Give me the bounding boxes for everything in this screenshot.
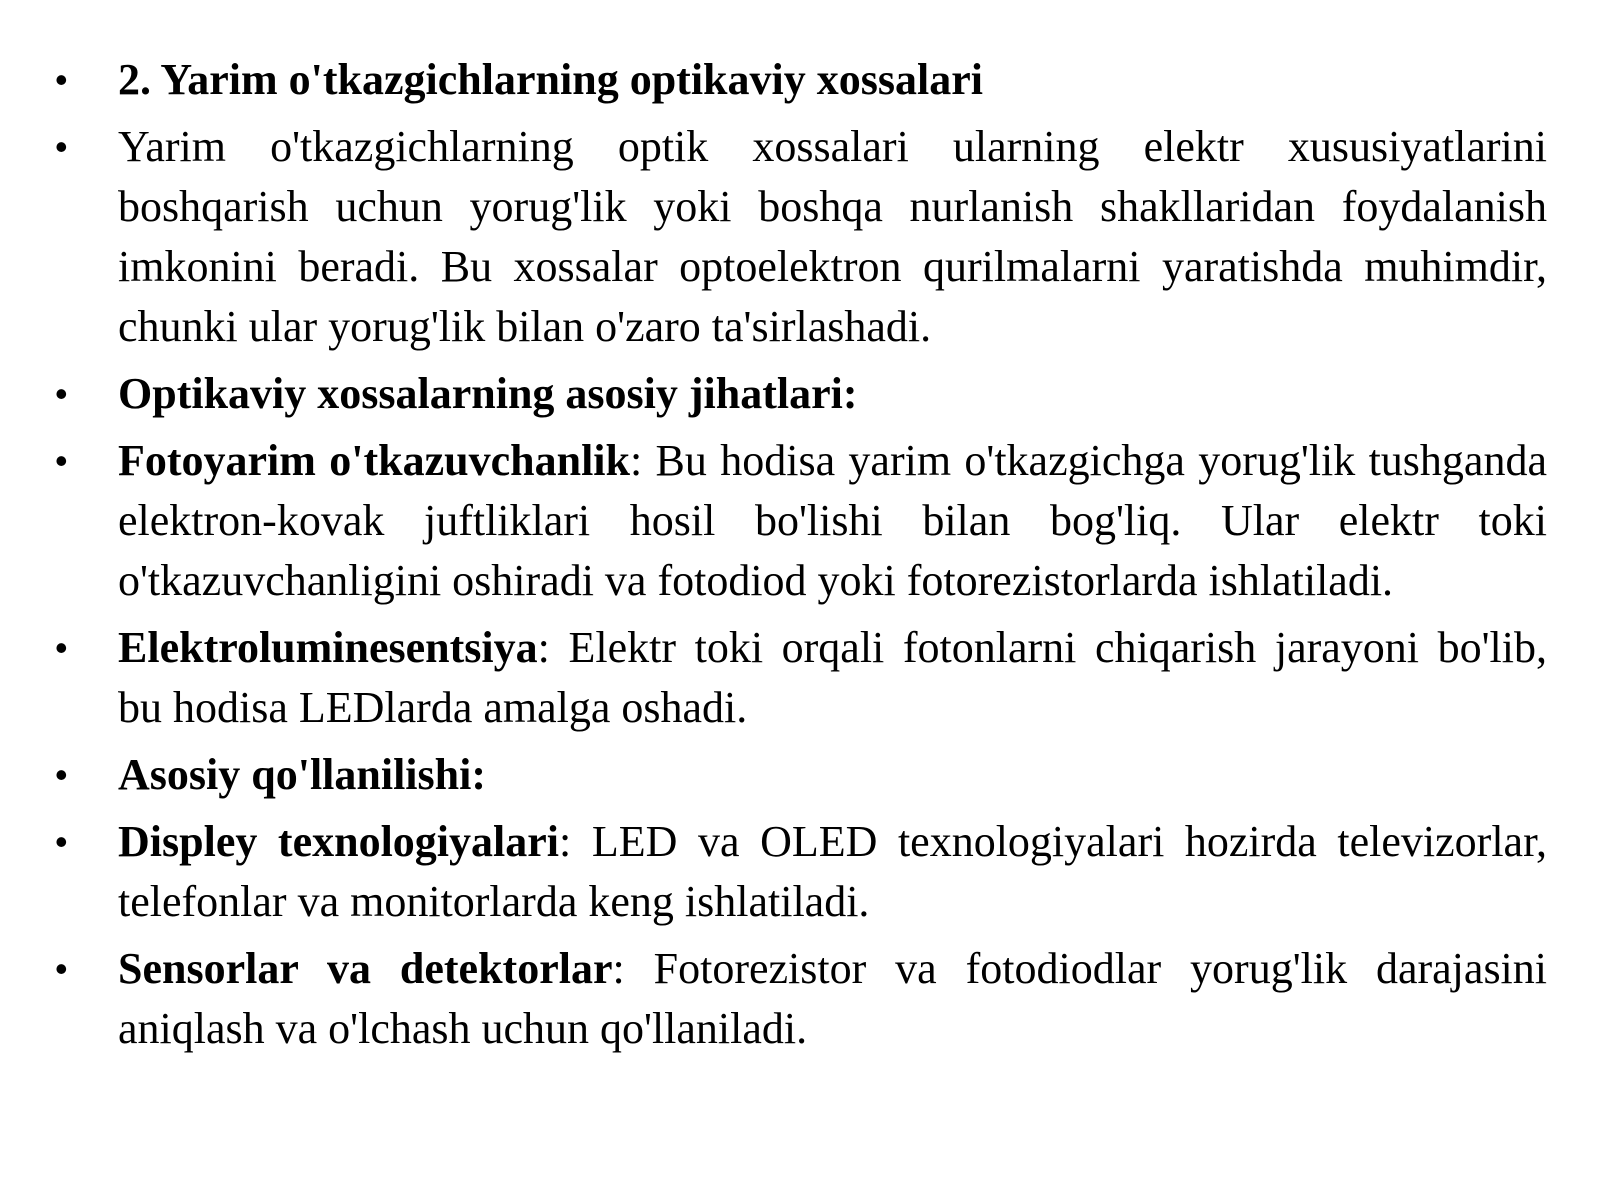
heading-text: Optikaviy xossalarning asosiy jihatlari: xyxy=(118,369,858,418)
term-description: Bu hodisa yarim o'tkazgichga yorug'lik tushganda elektron-kovak juftliklari hosil bo'lishi bilan bog'liq. Ular elektr toki o'tkazuvchanligini oshiradi va fotodiod yoki fotorezistorlarda ishlatiladi. xyxy=(118,436,1547,605)
term-label: Displey texnologiyalari xyxy=(118,817,560,866)
term-description: Elektr toki orqali fotonlarni chiqarish jarayoni bo'lib, bu hodisa LEDlarda amalga oshadi. xyxy=(118,623,1547,732)
heading-text: Asosiy qo'llanilishi: xyxy=(118,750,487,799)
term-description: LED va OLED texnologiyalari hozirda televizorlar, telefonlar va monitorlarda keng ishlatiladi. xyxy=(118,817,1547,926)
bullet-display-technologies xyxy=(55,812,1547,932)
bullet-list xyxy=(55,50,1547,1059)
bullet-heading-applications xyxy=(55,745,1547,805)
term-separator: : xyxy=(612,944,625,993)
bullet-heading-optical-properties xyxy=(55,50,1547,110)
bullet-electroluminescence xyxy=(55,618,1547,738)
term-label: Sensorlar va detektorlar xyxy=(118,944,613,993)
term-label: Elektroluminesentsiya xyxy=(118,623,538,672)
term-separator: : xyxy=(537,623,550,672)
bullet-sensors-detectors xyxy=(55,939,1547,1059)
term-description: Fotorezistor va fotodiodlar yorug'lik darajasini aniqlash va o'lchash uchun qo'llaniladi. xyxy=(118,944,1548,1053)
bullet-photoconductivity xyxy=(55,431,1547,611)
term-separator: : xyxy=(630,436,643,485)
bullet-heading-main-aspects xyxy=(55,364,1547,424)
paragraph-text: Yarim o'tkazgichlarning optik xossalari ularning elektr xususiyatlarini boshqarish uchun yorug'lik yoki boshqa nurlanish shakllaridan foydalanish imkonini beradi. Bu xossalar optoelektron qurilmalarni yaratishda muhimdir, chunki ular yorug'lik bilan o'zaro ta'sirlashadi. xyxy=(118,122,1547,351)
bullet-paragraph-intro xyxy=(55,117,1547,357)
term-label: Fotoyarim o'tkazuvchanlik xyxy=(118,436,630,485)
heading-text: 2. Yarim o'tkazgichlarning optikaviy xossalari xyxy=(118,55,983,104)
term-separator: : xyxy=(559,817,572,866)
